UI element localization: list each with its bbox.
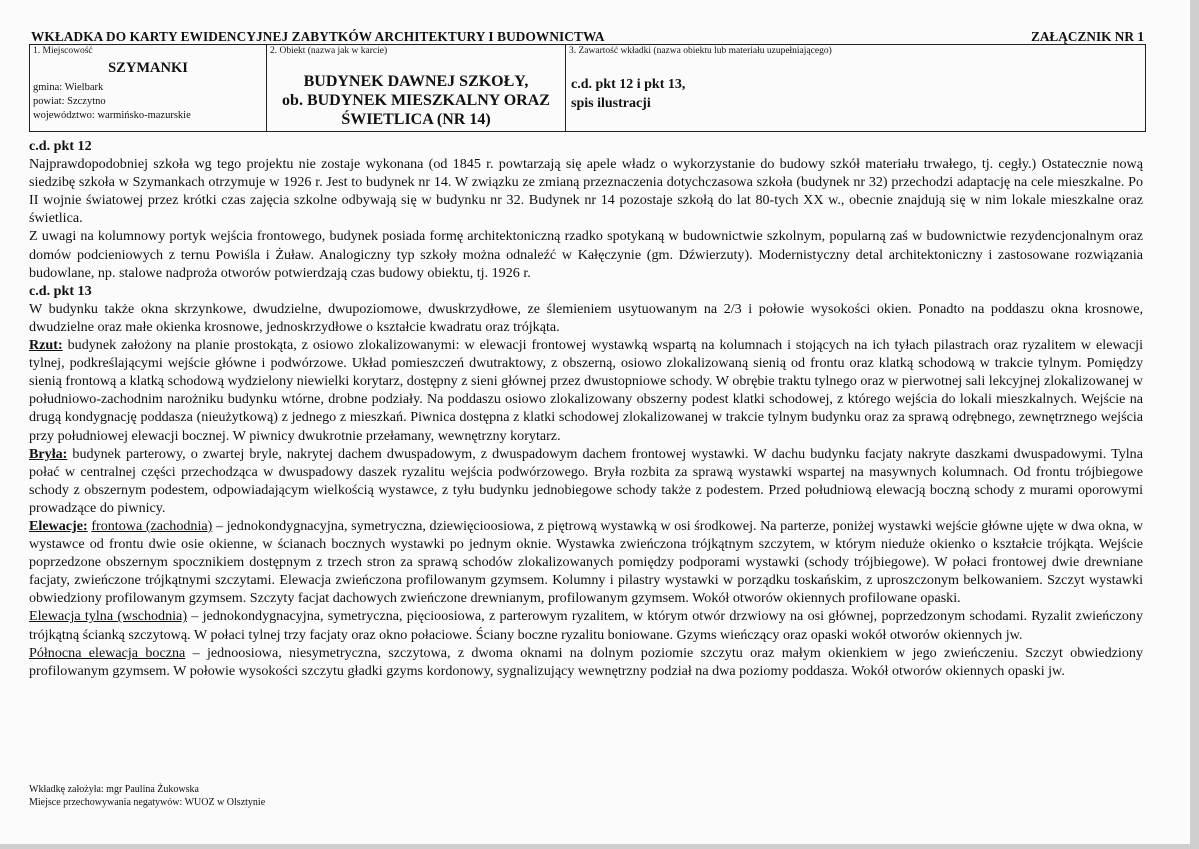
paragraph-architecture: Z uwagi na kolumnowy portyk wejścia frontowego, budynek posiada formę architektoniczną rzadko spotykaną w budownictwie szkolnym, popularną zaś w budownictwie rezydencjonalnym oraz domów podcieniowych z ternu Powiśla i Żuław. Analogiczny typ szkoły można odnaleźć w Kałęczynie (gm. Dźwierzuty). Modernistyczny detal architektoniczny i zastosowane rozwiązania budowlane, np. stalowe nadproża otworów potwierdzają czas budowy obiektu, tj. 1926 r. (29, 228, 1143, 281)
front-elevation-label: frontowa (zachodnia) (91, 517, 213, 534)
massing-text: budynek parterowy, o zwartej bryle, nakrytej dachem dwuspadowym, z dwuspadowym dachem frontowej wystawki. W dachu budynku facjaty nakryte daszkami dwuspadowymi. Tylna połać w centralnej części przechodząca w dwuspadowy daszek ryzalitu wejścia podwórzowego. Bryła rozbita za sprawą wystawki wspartej na masywnych kolumnach. Od frontu trójbiegowe schody z obszernym podestem, odpowiadającym wielkością wystawce, z tyłu budynku jednobiegowe schody także z podestem. Przed południową elewacją boczną schody z murami oporowymi prowadzące do piwnicy. (29, 445, 1143, 516)
voivodeship-text: województwo: warmińsko-mazurskie (33, 110, 191, 121)
object-label: 2. Obiekt (nazwa jak w karcie) (270, 46, 388, 56)
paragraph-history: Najprawdopodobniej szkoła wg tego projektu nie zostaje wykonana (od 1845 r. powtarzają się apele władz o wykorzystanie do budowy szkół materiału trwałego, tj. cegły.) Ostatecznie nową siedzibę szkoła w Szymankach otrzymuje w 1926 r. Jest to budynek nr 14. W związku ze zmianą przeznaczenia dotychczasowa szkoła (budynek nr 32) przechodzi adaptację na cele mieszkalne. Po II wojnie światowej przez krótki czas zajęcia szkolne odbywają się w budynku nr 32. Budynek nr 14 pozostaje szkołą do lat 80-tych XX w., obecnie znajdują się w nim lokale mieszkalne oraz świetlica. (29, 156, 1143, 227)
powiat-text: powiat: Szczytno (33, 96, 106, 107)
north-elevation-text: – jednoosiowa, niesymetryczna, szczytowa, z dwoma oknami na dolnym poziomie szczytu oraz małym okienkiem w jego zwieńczeniu. Szczyt obwiedziony profilowanym gzymsem. W połowie wysokości szczytu gładki gzyms kordonowy, sygnalizujący wewnętrzny podział na dwa poziomy poddasza. Wokół otworów okiennych opaski jw. (29, 644, 1143, 679)
contents-text (571, 75, 685, 113)
contents-line-1: c.d. pkt 12 i pkt 13, (571, 77, 686, 92)
document-title: WKŁADKA DO KARTY EWIDENCYJNEJ ZABYTKÓW ARCHITEKTURY I BUDOWNICTWA (31, 29, 605, 44)
scan-edge-bottom (0, 844, 1199, 849)
contents-label: 3. Zawartość wkładki (nazwa obiektu lub materiału uzupełniającego) (569, 46, 832, 56)
paragraph-plan (29, 336, 1143, 445)
elevations-label: Elewacje: (29, 517, 88, 534)
front-elevation-text: – jednokondygnacyjna, symetryczna, dziewięcioosiowa, z piętrową wystawką w osi środkowej. Na parterze, poniżej wystawki wejście główne ujęte w dwa okna, w wystawce od frontu dwie osie okienne, w ścianach bocznych wystawki po jednym oknie. Wystawka zwieńczona trójkątnym szczytem, w którym nieduże okienko o kształcie trójkąta. Wejście poprzedzone obszernym spocznikiem dostępnym z trzech stron za sprawą schodów zlokalizowanych pomiędzy podporami wystawki (schody trójbiegowe). W połaci frontowej dwie drewniane facjaty, zwieńczone trójkątnymi szczytami. Elewacja zwieńczona profilowanym gzymsem. Kolumny i pilastry wystawki w porządku toskańskim, z uproszczonym belkowaniem. Szczyt wystawki obwiedziony profilowanym gzymsem. Szczyty facjat dachowych zwieńczone drewnianym, profilowanym gzymsem. Wokół otworów okiennych profilowane opaski. (29, 517, 1143, 607)
object-box (266, 44, 566, 132)
paragraph-rear-elevation (29, 607, 1143, 643)
object-name (267, 72, 565, 129)
town-name: SZYMANKI (108, 60, 188, 76)
paragraph-massing (29, 445, 1143, 517)
rear-elevation-label: Elewacja tylna (wschodnia) (29, 608, 188, 625)
section-heading-13: c.d. pkt 13 (29, 282, 92, 299)
paragraph-north-elevation (29, 644, 1143, 680)
contents-box (565, 44, 1146, 132)
negatives-location-line: Miejsce przechowywania negatywów: WUOZ w Olsztynie (29, 797, 266, 808)
object-name-line-2: ob. BUDYNEK MIESZKALNY ORAZ (282, 92, 550, 109)
attachment-number: ZAŁĄCZNIK NR 1 (1030, 29, 1144, 44)
contents-line-2: spis ilustracji (571, 96, 651, 111)
section-heading-12: c.d. pkt 12 (29, 138, 92, 154)
gmina-text: gmina: Wielbark (33, 82, 104, 93)
object-name-line-3: ŚWIETLICA (NR 14) (341, 111, 491, 128)
plan-text: budynek założony na planie prostokąta, z osiowo zlokalizowanymi: w elewacji frontowej wystawką wspartą na kolumnach i stojących na ich tyłach pilastrach oraz ryzalitem w elewacji tylnej, podkreślającymi wejście główne i podwórzowe. Układ pomieszczeń dwutraktowy, z obszerną, osiowo zlokalizowaną sienią od frontu oraz klatką schodową w trakcie tylnym. Pomiędzy sienią frontową a klatką schodową wydzielony niewielki korytarz, dostępny z sieni głównej przez dwustopniowe schody. W obrębie traktu tylnego oraz w pierwotnej sali lekcyjnej zlokalizowanej w południowo-zachodnim narożniku budynku wtórne, drobne podziały. Na poddaszu osiowo zlokalizowany obszerny podest klatki schodowej, z którego wejścia do lokali mieszkalnych. Wejście na drugą kondygnację poddasza (nieużytkową) z jednego z mieszkań. Piwnica dostępna z klatki schodowej zlokalizowanej w trakcie tylnym budynku oraz za sprawą odrębnego, zewnętrznego wejścia przy południowej elewacji bocznej. W piwnicy dwukrotnie przełamany, wewnętrzny korytarz. (29, 337, 1143, 444)
locality-label: 1. Miejscowość (33, 46, 93, 56)
author-line: Wkładkę założyła: mgr Paulina Żukowska (29, 784, 199, 795)
plan-label: Rzut: (29, 337, 63, 354)
north-elevation-label: Północna elewacja boczna (29, 644, 186, 661)
rear-elevation-text: – jednokondygnacyjna, symetryczna, pięcioosiowa, z parterowym ryzalitem, w którym otwór drzwiowy na osi głównej, poprzedzonym schodami. Ryzalit zwieńczony trójkątną ścianką szczytową. W połaci tylnej trzy facjaty oraz okno połaciowe. Ściany boczne ryzalitu boniowane. Gzyms wieńczący oraz opaski wokół otworów okiennych jw. (29, 608, 1143, 643)
massing-label: Bryła: (29, 445, 68, 462)
locality-box (29, 44, 267, 132)
paragraph-windows: W budynku także okna skrzynkowe, dwudzielne, dwupoziomowe, dwuskrzydłowe, ze ślemieniem usytuowanym na 2/3 i połowie wysokości okien. Ponadto na poddaszu okna krosnowe, dwudzielne oraz małe okienka krosnowe, jednoskrzydłowe o kształcie kwadratu oraz trójkąta. (29, 300, 1143, 335)
paragraph-front-elevation (29, 517, 1143, 607)
scan-edge-right (1190, 0, 1199, 849)
object-name-line-1: BUDYNEK DAWNEJ SZKOŁY, (303, 73, 529, 90)
document-body (29, 137, 1143, 680)
footer (29, 783, 265, 809)
